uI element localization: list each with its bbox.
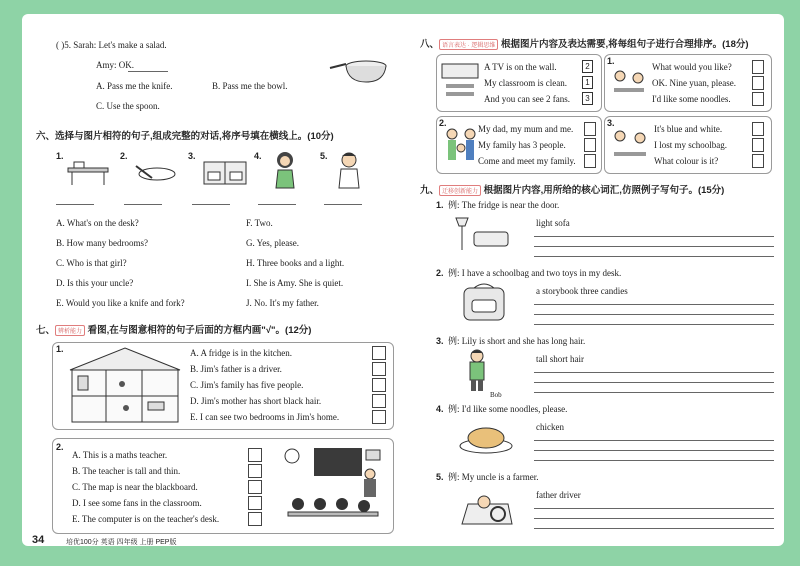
s7-p1-a: A. A fridge is in the kitchen. xyxy=(190,348,292,358)
s8-g2-answer-1[interactable] xyxy=(584,122,596,136)
s9-item1-line-1[interactable] xyxy=(534,236,774,237)
s7-p1-c: C. Jim's family has five people. xyxy=(190,380,304,390)
bob-caption: Bob xyxy=(490,391,502,399)
s9-item1-num: 1. xyxy=(436,200,444,210)
footer-text: 培优100分 英语 四年级 上册 PEP版 xyxy=(66,539,177,546)
s8-ex-line-1: A TV is on the wall. xyxy=(484,62,557,72)
s7-p1-checkbox-e[interactable] xyxy=(372,410,386,424)
s9-item4-line-1[interactable] xyxy=(534,440,774,441)
s6-answer-line-4[interactable] xyxy=(258,204,296,205)
s9-item3-words: tall short hair xyxy=(536,354,584,364)
s9-item3-line-3[interactable] xyxy=(534,392,774,393)
s8-g1-line-3: I'd like some noodles. xyxy=(652,94,731,104)
s9-item2-line-3[interactable] xyxy=(534,324,774,325)
s9-item5-line-3[interactable] xyxy=(534,528,774,529)
desk-image xyxy=(64,158,112,186)
page-number: 34 xyxy=(32,534,45,546)
s6-num-4: 4. xyxy=(254,151,262,161)
s8-g3-line-2: I lost my schoolbag. xyxy=(654,140,727,150)
s9-item2-line-2[interactable] xyxy=(534,314,774,315)
s9-item1-line-2[interactable] xyxy=(534,246,774,247)
s9-item3-num: 3. xyxy=(436,336,444,346)
s9-item2-example: 例: I have a schoolbag and two toys in my desk. xyxy=(448,268,622,278)
s7-p2-e: E. The computer is on the teacher's desk. xyxy=(72,514,220,524)
s7-p1-checkbox-a[interactable] xyxy=(372,346,386,360)
bowl-knife-image xyxy=(328,54,390,86)
s8-g1-line-1: What would you like? xyxy=(652,62,732,72)
s9-item5-line-2[interactable] xyxy=(534,518,774,519)
s7-p1-checkbox-d[interactable] xyxy=(372,394,386,408)
s8-g2-line-1: My dad, my mum and me. xyxy=(478,124,574,134)
s7-p2-checkbox-c[interactable] xyxy=(248,480,262,494)
girl-image xyxy=(268,150,302,190)
s9-item4-line-2[interactable] xyxy=(534,450,774,451)
s9-item4-num: 4. xyxy=(436,404,444,414)
s8-g1-answer-1[interactable] xyxy=(752,60,764,74)
s9-item4-line-3[interactable] xyxy=(534,460,774,461)
s9-item2-num: 2. xyxy=(436,268,444,278)
restaurant-image xyxy=(610,66,648,106)
s7-p2-checkbox-d[interactable] xyxy=(248,496,262,510)
s7-title-prefix: 七、 xyxy=(36,325,56,336)
knife-fork-image xyxy=(132,160,182,184)
s6-option-c: C. Who is that girl? xyxy=(56,258,127,268)
s7-p1-num: 1. xyxy=(56,344,64,354)
s8-skill-tag: 语言表达 · 逻辑思维 xyxy=(439,39,498,50)
q5-amy: Amy: OK. xyxy=(96,60,134,70)
s8-title-text: 根据图片内容及表达需要,将每组句子进行合理排序。(18分) xyxy=(501,39,749,50)
house-cutaway-image xyxy=(66,346,184,424)
classroom-image xyxy=(278,444,388,528)
s6-option-f: F. Two. xyxy=(246,218,273,228)
s9-item4-words: chicken xyxy=(536,422,564,432)
s6-option-j: J. No. It's my father. xyxy=(246,298,319,308)
s8-g3-answer-3[interactable] xyxy=(752,154,764,168)
q5-option-b: B. Pass me the bowl. xyxy=(212,81,288,91)
s6-answer-line-3[interactable] xyxy=(192,204,230,205)
sofa-light-image xyxy=(452,214,512,254)
s8-g2-answer-2[interactable] xyxy=(584,138,596,152)
section-8-title xyxy=(420,36,749,50)
s8-ex-line-2: My classroom is clean. xyxy=(484,78,567,88)
s9-item5-num: 5. xyxy=(436,472,444,482)
s7-p2-checkbox-b[interactable] xyxy=(248,464,262,478)
s8-g1-num: 1. xyxy=(607,56,615,66)
family-image xyxy=(444,126,480,170)
s9-item2-words: a storybook three candies xyxy=(536,286,628,296)
s6-option-h: H. Three books and a light. xyxy=(246,258,345,268)
s7-skill-tag: 辨析能力 xyxy=(55,325,85,336)
s8-g2-answer-3[interactable] xyxy=(584,154,596,168)
section-6-title: 六、选择与图片相符的句子,组成完整的对话,将序号填在横线上。(10分) xyxy=(36,131,334,142)
s9-item5-words: father driver xyxy=(536,490,581,500)
s9-item1-line-3[interactable] xyxy=(534,256,774,257)
q5-answer-line[interactable] xyxy=(128,71,168,72)
s8-g3-answer-2[interactable] xyxy=(752,138,764,152)
bedrooms-image xyxy=(200,152,250,188)
s6-num-5: 5. xyxy=(320,151,328,161)
s8-g3-answer-1[interactable] xyxy=(752,122,764,136)
s6-option-d: D. Is this your uncle? xyxy=(56,278,134,288)
bob-image xyxy=(462,348,492,392)
s8-g2-line-3: Come and meet my family. xyxy=(478,156,576,166)
q5-option-c: C. Use the spoon. xyxy=(96,101,160,111)
s9-item3-line-1[interactable] xyxy=(534,372,774,373)
s7-p2-d: D. I see some fans in the classroom. xyxy=(72,498,202,508)
s8-ex-answer-3: 3 xyxy=(582,92,593,105)
s8-g1-answer-2[interactable] xyxy=(752,76,764,90)
s9-title-prefix: 九、 xyxy=(420,185,440,196)
s8-ex-line-3: And you can see 2 fans. xyxy=(484,94,570,104)
s8-g2-line-2: My family has 3 people. xyxy=(478,140,566,150)
s8-g1-answer-3[interactable] xyxy=(752,92,764,106)
s7-p1-d: D. Jim's mother has short black hair. xyxy=(190,396,322,406)
s8-g1-line-2: OK. Nine yuan, please. xyxy=(652,78,736,88)
s7-p2-b: B. The teacher is tall and thin. xyxy=(72,466,181,476)
s9-item5-example: 例: My uncle is a farmer. xyxy=(448,472,539,482)
s6-answer-line-5[interactable] xyxy=(324,204,362,205)
worksheet-page xyxy=(22,14,784,546)
s6-option-i: I. She is Amy. She is quiet. xyxy=(246,278,344,288)
section-7-title xyxy=(36,322,311,336)
schoolbag-image xyxy=(456,282,512,324)
classroom-small-image xyxy=(440,60,480,104)
s8-g3-line-3: What colour is it? xyxy=(654,156,719,166)
s9-item2-line-1[interactable] xyxy=(534,304,774,305)
chicken-image xyxy=(458,420,514,456)
lost-bag-image xyxy=(610,128,650,168)
q5-option-a: A. Pass me the knife. xyxy=(96,81,173,91)
s7-p2-num: 2. xyxy=(56,442,64,452)
s7-p1-e: E. I can see two bedrooms in Jim's home. xyxy=(190,412,340,422)
s8-title-prefix: 八、 xyxy=(420,39,440,50)
s7-p1-checkbox-b[interactable] xyxy=(372,362,386,376)
s9-item4-example: 例: I'd like some noodles, please. xyxy=(448,404,568,414)
s8-ex-answer-1: 2 xyxy=(582,60,593,73)
q5-prompt: ( )5. Sarah: Let's make a salad. xyxy=(56,40,167,50)
s9-item1-example: 例: The fridge is near the door. xyxy=(448,200,560,210)
s7-p2-c: C. The map is near the blackboard. xyxy=(72,482,198,492)
s7-p1-checkbox-c[interactable] xyxy=(372,378,386,392)
s8-g3-num: 3. xyxy=(607,118,615,128)
s6-option-e: E. Would you like a knife and fork? xyxy=(56,298,185,308)
s6-num-2: 2. xyxy=(120,151,128,161)
s7-p2-a: A. This is a maths teacher. xyxy=(72,450,168,460)
s9-title-text: 根据图片内容,用所给的核心词汇,仿照例子写句子。(15分) xyxy=(483,185,725,196)
s6-answer-line-1[interactable] xyxy=(56,204,94,205)
s9-item3-example: 例: Lily is short and she has long hair. xyxy=(448,336,586,346)
s8-g3-line-1: It's blue and white. xyxy=(654,124,723,134)
s9-skill-tag: 迁移创新能力 xyxy=(439,185,481,196)
s7-p2-checkbox-e[interactable] xyxy=(248,512,262,526)
s9-item3-line-2[interactable] xyxy=(534,382,774,383)
s7-p2-checkbox-a[interactable] xyxy=(248,448,262,462)
s6-num-1: 1. xyxy=(56,151,64,161)
section-9-title xyxy=(420,182,724,196)
s6-answer-line-2[interactable] xyxy=(124,204,162,205)
driver-image xyxy=(458,486,516,530)
s7-title-text: 看图,在与图意相符的句子后面的方框内画"√"。(12分) xyxy=(87,325,312,336)
s6-option-g: G. Yes, please. xyxy=(246,238,299,248)
s6-option-b: B. How many bedrooms? xyxy=(56,238,148,248)
s8-ex-answer-2: 1 xyxy=(582,76,593,89)
s9-item1-words: light sofa xyxy=(536,218,570,228)
s7-p1-b: B. Jim's father is a driver. xyxy=(190,364,282,374)
s6-option-a: A. What's on the desk? xyxy=(56,218,139,228)
man-image xyxy=(334,150,364,190)
s9-item5-line-1[interactable] xyxy=(534,508,774,509)
s6-num-3: 3. xyxy=(188,151,196,161)
s8-g2-num: 2. xyxy=(439,118,447,128)
